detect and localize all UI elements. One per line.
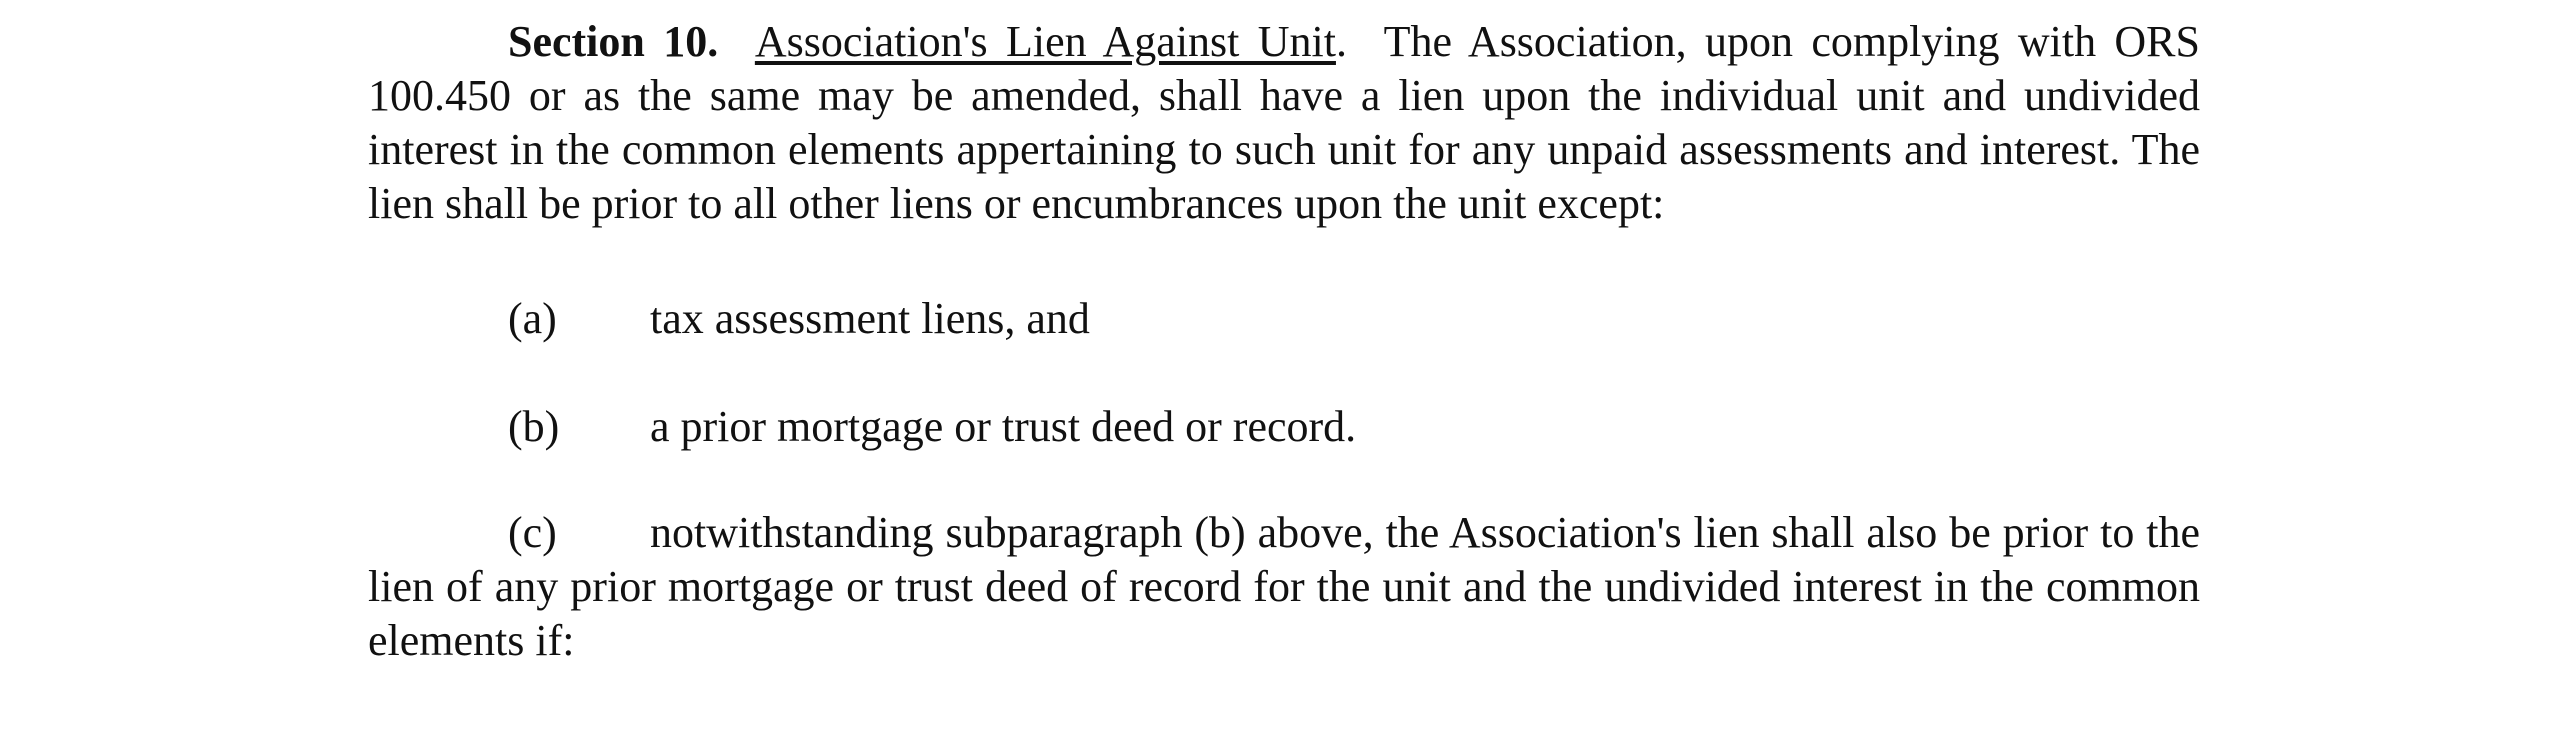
section-10-paragraph <box>368 15 2200 231</box>
list-item-text: tax assessment liens, and <box>650 294 1090 343</box>
list-item-text: a prior mortgage or trust deed or record. <box>650 402 1357 451</box>
list-marker: (c) <box>508 508 557 557</box>
list-marker: (a) <box>508 294 557 343</box>
section-body: The Association, upon complying with ORS 100.450 or as the same may be amended, shall have a lien upon the individual unit and undivided interest in the common elements appertaining to such unit for any unpaid assessments and interest. The lien shall be prior to all other liens or encumbrances upon the unit except: <box>368 17 2200 228</box>
list-item-b <box>508 400 1356 454</box>
section-title: Association's Lien Against Unit <box>754 17 1336 66</box>
list-item-c-paragraph <box>368 506 2200 668</box>
list-item-text: notwithstanding subparagraph (b) above, the Association's lien shall also be prior to the lien of any prior mortgage or trust deed of record for the unit and the undivided interest in the common elements if: <box>368 508 2200 665</box>
list-item-a <box>508 292 1090 346</box>
section-number: Section 10. <box>508 17 719 66</box>
list-marker: (b) <box>508 402 560 451</box>
section-title-suffix: . <box>1335 17 1347 66</box>
